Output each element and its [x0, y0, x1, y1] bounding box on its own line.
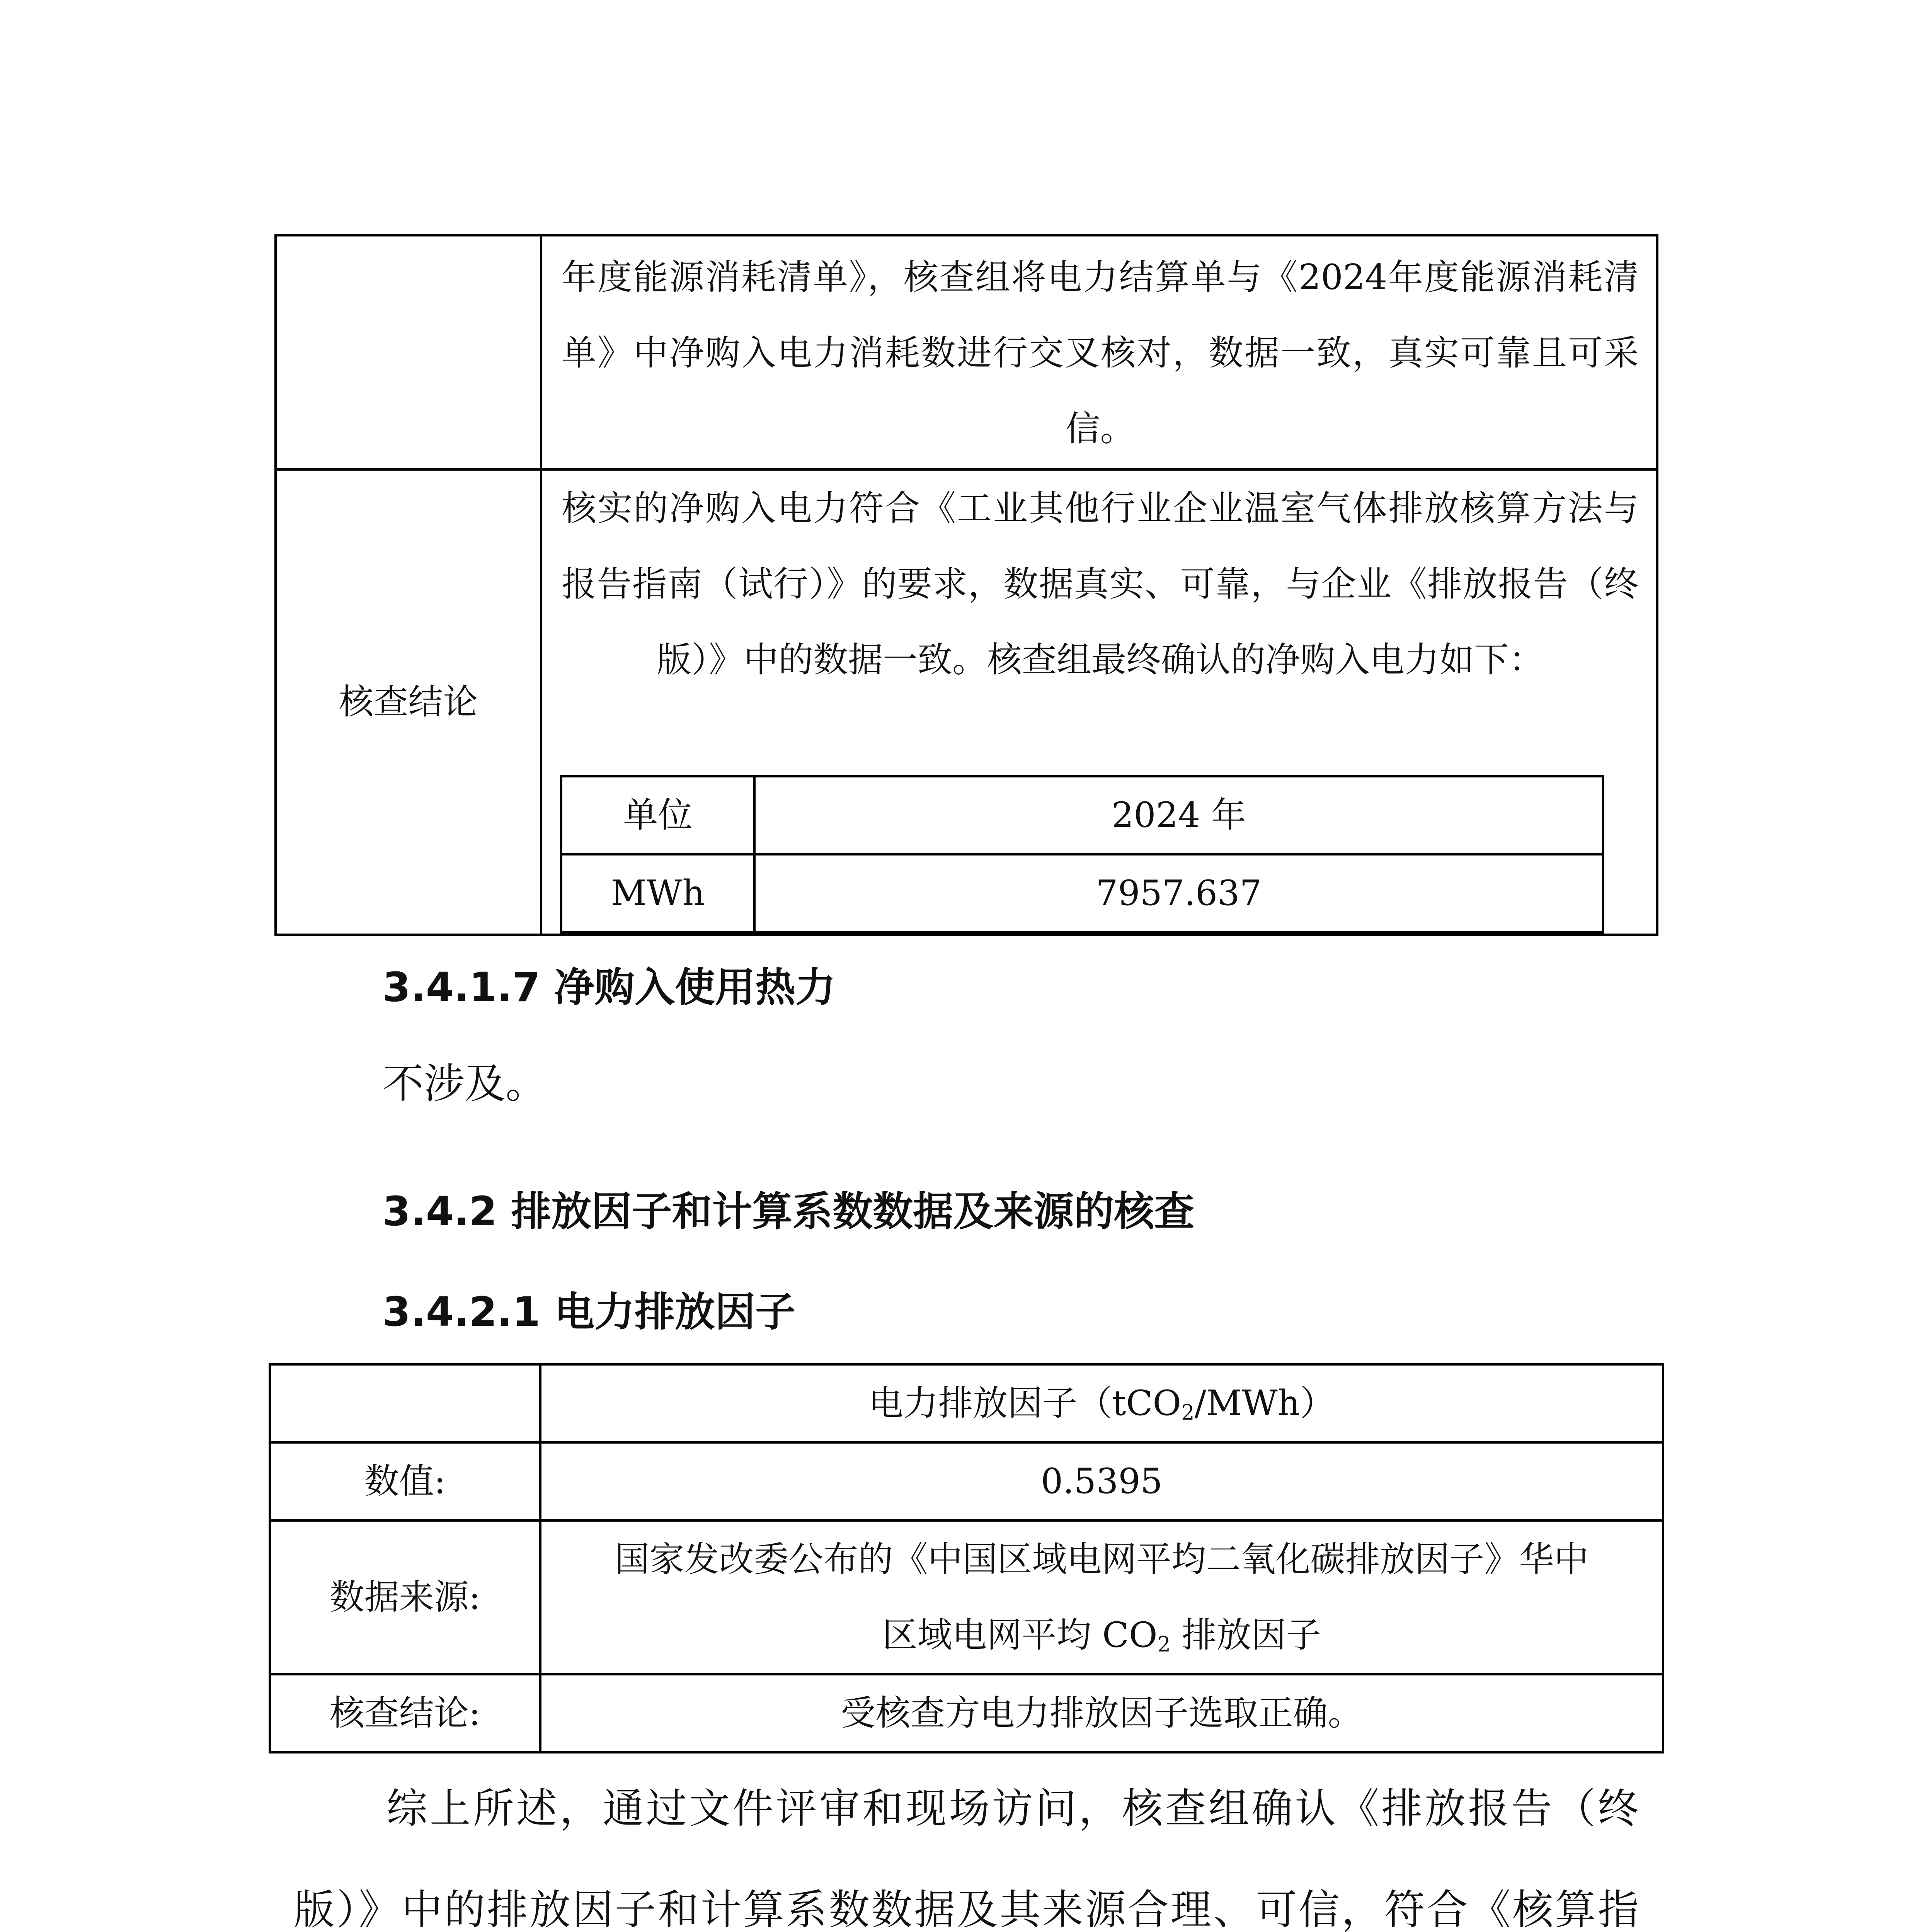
section-heading-3-4-1-7: 3.4.1.7 净购入使用热力: [383, 964, 836, 1011]
conclusion-label: 核查结论:: [270, 1674, 540, 1752]
header-text: 电力排放因子（tCO: [868, 1383, 1182, 1423]
emission-factor-header: [540, 1364, 1663, 1442]
source-text: [540, 1520, 1663, 1674]
section-heading-3-4-2: 3.4.2 排放因子和计算系数数据及来源的核查: [383, 1188, 1195, 1235]
source-line-2: [541, 1597, 1662, 1673]
value-label: 数值:: [270, 1442, 540, 1520]
conclusion-text-content: 核实的净购入电力符合《工业其他行业企业温室气体排放核算方法与报告指南（试行）》的要求，数据真实、可靠，与企业《排放报告（终版）》中的数据一致。核查组最终确认的净购入电力如下：: [562, 488, 1639, 680]
table-row: [276, 235, 1657, 469]
table-row: [270, 1674, 1663, 1752]
emission-factor-value: 0.5395: [540, 1442, 1663, 1520]
confirmed-electricity-table: [560, 775, 1604, 934]
source-line-2-tail: 排放因子: [1171, 1615, 1321, 1655]
energy-list-crosscheck-text: 年度能源消耗清单》，核查组将电力结算单与《2024年度能源消耗清单》中净购入电力消耗数进行交叉核对，数据一致，真实可靠且可采信。: [562, 257, 1639, 449]
table-row: [270, 1442, 1663, 1520]
table-row: [561, 854, 1603, 932]
conclusion-label: 核查结论: [339, 682, 478, 722]
year-header: 2024 年: [754, 776, 1603, 854]
conclusion-text: [542, 471, 1656, 775]
header-subscript: 2: [1181, 1400, 1195, 1425]
section-heading-3-4-2-1: 3.4.2.1 电力排放因子: [383, 1288, 796, 1335]
source-line-2-subscript: 2: [1157, 1632, 1171, 1656]
table-cell-empty: [276, 235, 541, 469]
table-row: [270, 1520, 1663, 1674]
table-cell-empty: [270, 1364, 540, 1442]
summary-paragraph: 综上所述，通过文件评审和现场访问，核查组确认《排放报告（终版）》中的排放因子和计算系数数据及其来源合理、可信，符合《核算指: [294, 1785, 1639, 1932]
table-cell-label: [276, 469, 541, 935]
source-line-2-text: 区域电网平均 CO: [882, 1615, 1158, 1655]
conclusion-value: 受核查方电力排放因子选取正确。: [540, 1674, 1663, 1752]
value-cell: 7957.637: [754, 854, 1603, 932]
section-text-not-applicable: 不涉及。: [383, 1060, 546, 1107]
source-line-1: 国家发改委公布的《中国区域电网平均二氧化碳排放因子》华中: [615, 1539, 1589, 1580]
table-row: [561, 776, 1603, 854]
header-unit: /MWh）: [1194, 1383, 1335, 1423]
table-cell-conclusion: [541, 469, 1657, 935]
emission-factor-table: [269, 1363, 1664, 1753]
source-label: 数据来源:: [270, 1520, 540, 1674]
table-row: [276, 469, 1657, 935]
table-cell-text: [541, 235, 1657, 469]
table-row: [270, 1364, 1663, 1442]
unit-header: 单位: [561, 776, 754, 854]
unit-cell: MWh: [561, 854, 754, 932]
verification-table: [274, 234, 1658, 936]
